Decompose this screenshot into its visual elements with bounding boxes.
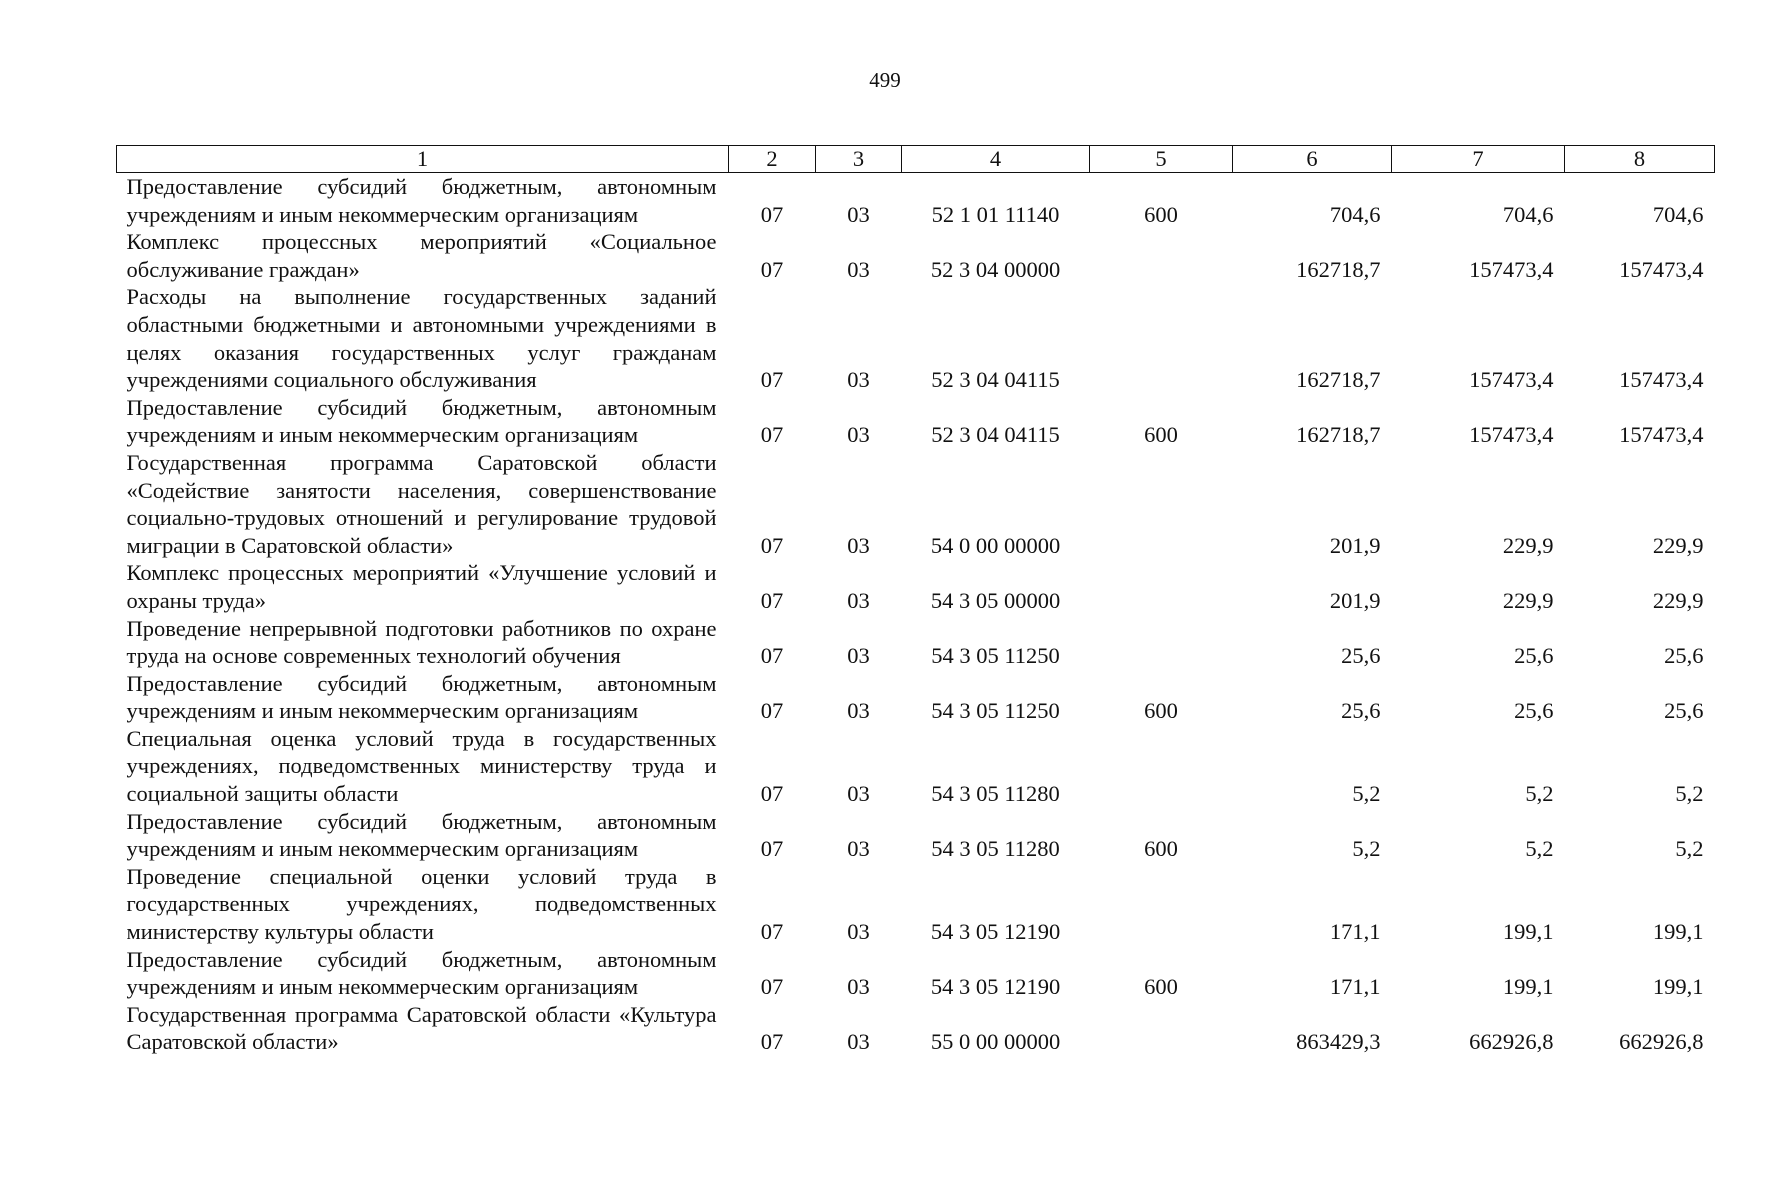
table-row	[117, 808, 1715, 863]
row-amount-col8: 157473,4	[1619, 256, 1704, 282]
table-row	[117, 670, 1715, 725]
row-amount-col6: 201,9	[1329, 532, 1381, 558]
row-target-article: 54 3 05 11250	[931, 643, 1060, 669]
column-header-6: 6	[1233, 146, 1392, 173]
column-header-1: 1	[117, 146, 729, 173]
row-expense-type: 600	[1144, 698, 1178, 724]
row-amount-col8: 5,2	[1675, 836, 1704, 862]
row-amount-col8: 5,2	[1675, 781, 1704, 807]
row-subsection-code: 03	[847, 698, 870, 724]
row-description: Расходы на выполнение государственных заданий областными бюджетными и автономными учреждениями в целях оказания государственных услуг гражданам учреждениями социального обслуживания	[126, 284, 717, 393]
row-amount-col6: 25,6	[1341, 698, 1381, 724]
column-header-8: 8	[1565, 146, 1715, 173]
row-subsection-code: 03	[847, 367, 870, 393]
row-description: Специальная оценка условий труда в государственных учреждениях, подведомственных министерству труда и социальной защиты области	[126, 725, 717, 807]
row-subsection-code: 03	[847, 919, 870, 945]
table-row	[117, 283, 1715, 393]
table-body	[117, 173, 1715, 1057]
column-header-4: 4	[902, 146, 1090, 173]
table-row	[117, 394, 1715, 449]
row-description: Проведение непрерывной подготовки работников по охране труда на основе современных технологий обучения	[126, 615, 717, 669]
row-section-code: 07	[760, 201, 784, 227]
row-amount-col6: 201,9	[1329, 587, 1381, 613]
column-header-2: 2	[729, 146, 816, 173]
row-amount-col7: 157473,4	[1469, 256, 1554, 282]
row-expense-type	[1090, 725, 1233, 808]
row-expense-type: 600	[1144, 974, 1178, 1000]
row-subsection-code: 03	[847, 256, 870, 282]
row-subsection-code: 03	[847, 587, 870, 613]
row-section-code: 07	[760, 367, 784, 393]
table-row	[117, 615, 1715, 670]
row-amount-col7: 229,9	[1502, 587, 1554, 613]
row-amount-col8: 229,9	[1652, 587, 1704, 613]
row-expense-type	[1090, 1001, 1233, 1056]
row-target-article: 54 3 05 00000	[930, 587, 1061, 613]
row-expense-type	[1090, 863, 1233, 946]
row-target-article: 54 3 05 11250	[931, 698, 1060, 724]
row-description: Государственная программа Саратовской области «Содействие занятости населения, совершенствование социально-трудовых отношений и регулирование трудовой миграции в Саратовской области»	[126, 449, 717, 558]
row-amount-col8: 662926,8	[1619, 1029, 1704, 1055]
row-section-code: 07	[760, 919, 784, 945]
budget-table	[116, 145, 1715, 1056]
row-description: Государственная программа Саратовской области «Культура Саратовской области»	[126, 1001, 717, 1055]
row-amount-col6: 162718,7	[1296, 256, 1381, 282]
row-amount-col6: 171,1	[1329, 919, 1381, 945]
row-target-article: 52 3 04 04115	[931, 422, 1060, 448]
row-subsection-code: 03	[847, 201, 870, 227]
row-section-code: 07	[760, 1029, 784, 1055]
row-amount-col6: 5,2	[1352, 836, 1381, 862]
column-header-7: 7	[1392, 146, 1565, 173]
row-subsection-code: 03	[847, 781, 870, 807]
row-amount-col7: 25,6	[1514, 698, 1554, 724]
column-header-3: 3	[816, 146, 902, 173]
row-amount-col7: 5,2	[1525, 836, 1554, 862]
row-description: Предоставление субсидий бюджетным, автономным учреждениям и иным некоммерческим организациям	[126, 174, 717, 227]
row-amount-col7: 229,9	[1502, 532, 1554, 558]
row-target-article: 54 3 05 12190	[930, 974, 1061, 1000]
table-row	[117, 228, 1715, 283]
row-expense-type	[1090, 283, 1233, 393]
row-expense-type: 600	[1144, 201, 1178, 227]
row-section-code: 07	[760, 698, 784, 724]
row-subsection-code: 03	[847, 643, 870, 669]
row-amount-col6: 704,6	[1329, 201, 1381, 227]
row-expense-type	[1090, 559, 1233, 614]
row-subsection-code: 03	[847, 836, 870, 862]
row-amount-col8: 157473,4	[1619, 422, 1704, 448]
row-amount-col7: 25,6	[1514, 643, 1554, 669]
row-section-code: 07	[760, 836, 784, 862]
row-amount-col6: 162718,7	[1296, 422, 1381, 448]
row-description: Комплекс процессных мероприятий «Улучшение условий и охраны труда»	[126, 560, 717, 613]
row-amount-col8: 229,9	[1652, 532, 1704, 558]
row-target-article: 55 0 00 00000	[930, 1029, 1061, 1055]
row-expense-type	[1090, 228, 1233, 283]
row-description: Предоставление субсидий бюджетным, автономным учреждениям и иным некоммерческим организациям	[126, 394, 717, 448]
row-amount-col8: 157473,4	[1619, 367, 1704, 393]
row-expense-type	[1090, 449, 1233, 559]
row-subsection-code: 03	[847, 1029, 870, 1055]
row-amount-col7: 157473,4	[1469, 422, 1554, 448]
row-amount-col6: 25,6	[1341, 643, 1381, 669]
row-description: Предоставление субсидий бюджетным, автономным учреждениям и иным некоммерческим организациям	[126, 946, 717, 1000]
table-row	[117, 173, 1715, 229]
row-subsection-code: 03	[847, 532, 870, 558]
row-amount-col6: 863429,3	[1296, 1029, 1381, 1055]
row-description: Проведение специальной оценки условий труда в государственных учреждениях, подведомственных министерству культуры области	[126, 863, 717, 945]
row-subsection-code: 03	[847, 974, 870, 1000]
row-amount-col6: 162718,7	[1296, 367, 1381, 393]
row-amount-col8: 25,6	[1664, 698, 1704, 724]
row-target-article: 54 3 05 11280	[931, 781, 1060, 807]
row-amount-col6: 171,1	[1329, 974, 1381, 1000]
table-row	[117, 449, 1715, 559]
row-amount-col7: 157473,4	[1469, 367, 1554, 393]
row-amount-col6: 5,2	[1352, 781, 1381, 807]
row-amount-col8: 199,1	[1652, 919, 1704, 945]
row-subsection-code: 03	[847, 422, 870, 448]
row-description: Предоставление субсидий бюджетным, автономным учреждениям и иным некоммерческим организациям	[126, 670, 717, 724]
row-target-article: 52 3 04 00000	[930, 256, 1061, 282]
row-amount-col8: 704,6	[1652, 201, 1704, 227]
table-header	[117, 146, 1715, 173]
row-description: Предоставление субсидий бюджетным, автономным учреждениям и иным некоммерческим организациям	[126, 808, 717, 862]
row-amount-col7: 199,1	[1502, 919, 1554, 945]
row-section-code: 07	[760, 532, 784, 558]
row-section-code: 07	[760, 643, 784, 669]
row-amount-col8: 199,1	[1652, 974, 1704, 1000]
table-row	[117, 863, 1715, 946]
row-amount-col7: 662926,8	[1469, 1029, 1554, 1055]
row-expense-type: 600	[1144, 422, 1178, 448]
table-row	[117, 725, 1715, 808]
row-expense-type	[1090, 615, 1233, 670]
table-row	[117, 946, 1715, 1001]
page-number: 499	[869, 68, 901, 92]
row-description: Комплекс процессных мероприятий «Социальное обслуживание граждан»	[126, 229, 717, 282]
row-section-code: 07	[760, 587, 784, 613]
row-amount-col7: 704,6	[1502, 201, 1554, 227]
row-target-article: 54 0 00 00000	[930, 532, 1061, 558]
row-target-article: 52 1 01 11140	[931, 201, 1060, 227]
column-header-5: 5	[1090, 146, 1233, 173]
row-section-code: 07	[760, 256, 784, 282]
row-section-code: 07	[760, 974, 784, 1000]
row-amount-col7: 199,1	[1502, 974, 1554, 1000]
row-target-article: 52 3 04 04115	[931, 367, 1060, 393]
row-section-code: 07	[760, 781, 784, 807]
header-row	[117, 146, 1715, 173]
row-section-code: 07	[760, 422, 784, 448]
row-target-article: 54 3 05 11280	[931, 836, 1060, 862]
row-amount-col8: 25,6	[1664, 643, 1704, 669]
row-target-article: 54 3 05 12190	[930, 919, 1061, 945]
row-amount-col7: 5,2	[1525, 781, 1554, 807]
row-expense-type: 600	[1144, 836, 1178, 862]
table-row	[117, 1001, 1715, 1056]
table-row	[117, 559, 1715, 614]
